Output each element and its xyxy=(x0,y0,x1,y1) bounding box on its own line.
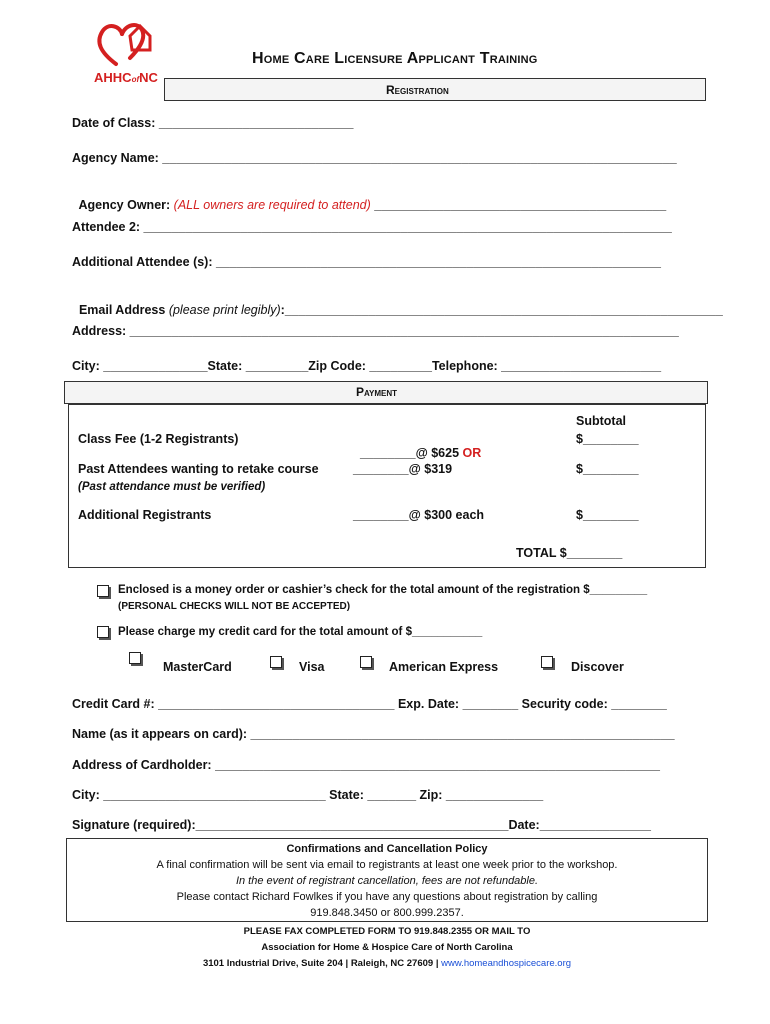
american-express-label: American Express xyxy=(389,660,499,674)
footer-address: 3101 Industrial Drive, Suite 204 | Raleigh, NC 27609 | xyxy=(202,958,442,969)
additional-attendee-field[interactable]: Additional Attendee (s): ________________________________________________________________ xyxy=(72,255,661,269)
past-attendees-qty[interactable]: ________@ $319 xyxy=(353,462,453,476)
cardholder-name-field[interactable]: Name (as it appears on card): _____________________________________________________________ xyxy=(72,727,675,741)
money-order-checkbox[interactable] xyxy=(97,585,109,597)
policy-line-1: A final confirmation will be sent via email to registrants at least one week prior to the workshop. xyxy=(156,859,618,871)
personal-checks-note: (PERSONAL CHECKS WILL NOT BE ACCEPTED) xyxy=(118,601,351,612)
logo xyxy=(88,18,164,88)
signature-field[interactable]: Signature (required):_____________________________________________Date:________________ xyxy=(72,818,651,832)
subtotal-header: Subtotal xyxy=(576,414,626,428)
past-attendees-label: Past Attendees wanting to retake course xyxy=(78,462,319,476)
agency-owner-field[interactable] xyxy=(72,184,666,212)
attendee-2-field[interactable]: Attendee 2: ____________________________________________________________________________ xyxy=(72,220,672,234)
page-title: Home Care Licensure Applicant Training xyxy=(252,50,538,67)
email-note: (please print legibly) xyxy=(168,303,281,317)
email-field[interactable] xyxy=(72,289,723,317)
visa-checkbox[interactable] xyxy=(270,656,282,668)
past-attendees-subtotal[interactable]: $________ xyxy=(576,462,639,476)
policy-content xyxy=(66,841,708,921)
agency-owner-line: __________________________________________ xyxy=(370,198,667,212)
discover-label: Discover xyxy=(571,660,624,674)
footer-line-2: Association for Home & Hospice Care of North Carolina xyxy=(261,942,513,953)
additional-registrants-label: Additional Registrants xyxy=(78,508,212,522)
policy-line-2: In the event of registrant cancellation, fees are not refundable. xyxy=(235,875,539,887)
mastercard-label: MasterCard xyxy=(163,660,232,674)
logo-suffix: NC xyxy=(139,70,158,85)
agency-name-field[interactable]: Agency Name: __________________________________________________________________________ xyxy=(72,151,677,165)
credit-card-number-field[interactable]: Credit Card #: __________________________________ Exp. Date: ________ Security code: ________ xyxy=(72,697,667,711)
past-attendees-note: (Past attendance must be verified) xyxy=(78,481,266,493)
email-label: Email Address xyxy=(78,303,169,317)
footer-line-3 xyxy=(66,956,708,972)
date-of-class-field[interactable]: Date of Class: ____________________________ xyxy=(72,116,354,130)
credit-card-text: Please charge my credit card for the total amount of $___________ xyxy=(118,626,483,638)
logo-sub: of xyxy=(131,75,140,84)
heart-house-icon xyxy=(94,18,158,68)
class-fee-label: Class Fee (1-2 Registrants) xyxy=(78,432,239,446)
credit-card-checkbox[interactable] xyxy=(97,626,109,638)
additional-registrants-subtotal[interactable]: $________ xyxy=(576,508,639,522)
agency-owner-label: Agency Owner: xyxy=(78,198,174,212)
class-fee-qty[interactable] xyxy=(353,432,481,460)
policy-line-3: Please contact Richard Fowlkes if you have any questions about registration by calling xyxy=(176,891,598,903)
discover-checkbox[interactable] xyxy=(541,656,553,668)
total-field[interactable]: TOTAL $________ xyxy=(516,546,623,560)
class-fee-subtotal[interactable]: $________ xyxy=(576,432,639,446)
class-fee-qty-text: ________@ $625 xyxy=(359,446,463,460)
agency-owner-note: (ALL owners are required to attend) xyxy=(173,198,371,212)
cardholder-address-field[interactable]: Address of Cardholder: ________________________________________________________________ xyxy=(72,758,660,772)
section-title: Registration xyxy=(386,83,449,97)
money-order-text: Enclosed is a money order or cashier’s check for the total amount of the registration $_________ xyxy=(118,584,648,596)
additional-registrants-qty[interactable]: ________@ $300 each xyxy=(353,508,485,522)
footer xyxy=(66,924,708,972)
policy-line-4: 919.848.3450 or 800.999.2357. xyxy=(310,907,464,919)
american-express-checkbox[interactable] xyxy=(360,656,372,668)
address-field[interactable]: Address: _______________________________________________________________________________ xyxy=(72,324,679,338)
mastercard-checkbox[interactable] xyxy=(129,652,141,664)
cardholder-city-field[interactable]: City: ________________________________ State: _______ Zip: ______________ xyxy=(72,788,544,802)
logo-text: AHHC xyxy=(94,70,132,85)
website-link[interactable]: www.homeandhospicecare.org xyxy=(441,958,572,969)
policy-title: Confirmations and Cancellation Policy xyxy=(286,843,488,855)
city-state-zip-phone-field[interactable]: City: _______________State: _________Zip Code: _________Telephone: _______________________ xyxy=(72,359,662,373)
payment-title: Payment xyxy=(356,385,398,399)
footer-line-1: PLEASE FAX COMPLETED FORM TO 919.848.2355 OR MAIL TO xyxy=(243,926,531,937)
visa-label: Visa xyxy=(299,660,325,674)
class-fee-or: OR xyxy=(462,446,482,460)
header-line-left xyxy=(165,78,705,79)
email-line: :_______________________________________________________________ xyxy=(280,303,723,317)
